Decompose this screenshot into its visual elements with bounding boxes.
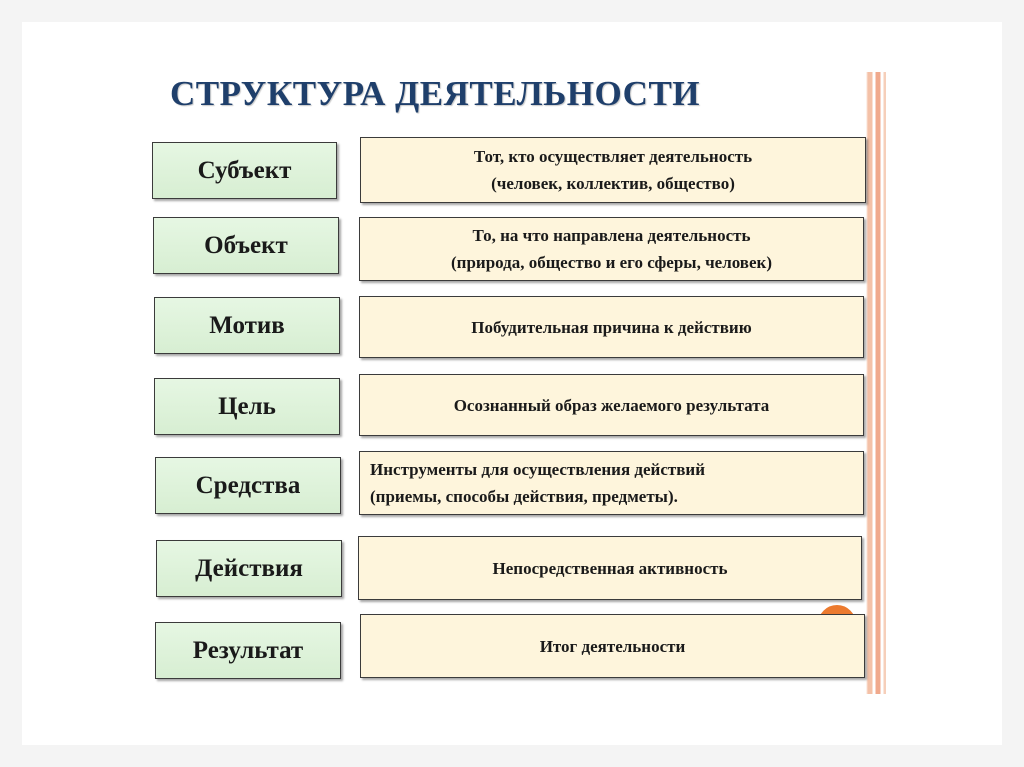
definition-line: Итог деятельности xyxy=(539,636,686,656)
term-box-actions: Действия xyxy=(156,540,342,597)
term-box-motive: Мотив xyxy=(154,297,340,354)
definition-line: Осознанный образ желаемого результата xyxy=(453,395,770,415)
definition-line: Тот, кто осуществляет деятельность xyxy=(473,147,753,166)
term-box-result: Результат xyxy=(155,622,341,679)
definition-line: Инструменты для осуществления действий xyxy=(370,460,706,479)
definition-line: То, на что направлена деятельность xyxy=(472,226,751,245)
definition-line: (человек, коллектив, общество) xyxy=(491,174,735,193)
decorative-stripe xyxy=(866,72,886,694)
definition-line: Побудительная причина к действию xyxy=(471,317,752,337)
definition-box-goal xyxy=(359,374,864,436)
term-box-object: Объект xyxy=(153,217,339,274)
term-box-means: Средства xyxy=(155,457,341,514)
term-box-subject: Субъект xyxy=(152,142,337,199)
term-box-goal: Цель xyxy=(154,378,340,435)
definition-box-actions xyxy=(358,536,862,600)
slide-title: СТРУКТУРА ДЕЯТЕЛЬНОСТИ xyxy=(170,74,701,113)
definition-line: Непосредственная активность xyxy=(492,558,728,578)
definition-box-means xyxy=(359,451,864,515)
definition-box-result xyxy=(360,614,865,678)
definition-box-motive xyxy=(359,296,864,358)
definition-line: (природа, общество и его сферы, человек) xyxy=(450,253,772,272)
definition-line: (приемы, способы действия, предметы). xyxy=(370,487,678,506)
definition-box-object xyxy=(359,217,864,281)
definition-box-subject xyxy=(360,137,866,203)
